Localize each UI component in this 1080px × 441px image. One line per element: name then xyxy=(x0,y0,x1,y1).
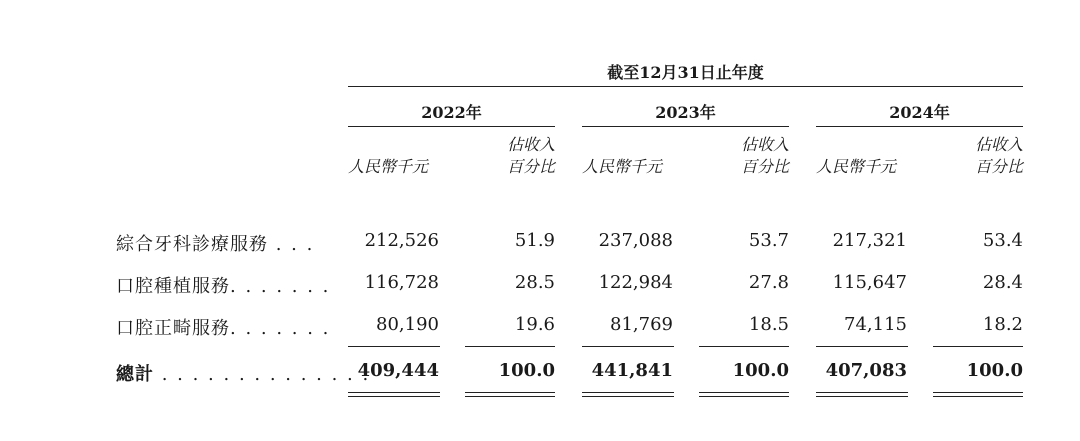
subtotal-line-2023-pct xyxy=(699,346,789,347)
row-label-total: 總計 . . . . . . . . . . . . . . xyxy=(116,364,371,385)
cell-implant-2023-pct: 27.8 xyxy=(748,272,789,293)
total-double-line-2023-amount-b xyxy=(582,396,674,397)
subtotal-line-2024-pct xyxy=(933,346,1023,347)
cell-general-2024-amount: 217,321 xyxy=(832,230,907,251)
cell-implant-2023-amount: 122,984 xyxy=(598,272,673,293)
total-double-line-2022-amount-a xyxy=(348,392,440,393)
period-underline xyxy=(348,86,1023,87)
subtotal-line-2024-amount xyxy=(816,346,908,347)
cell-ortho-2023-pct: 18.5 xyxy=(748,314,789,335)
total-double-line-2022-pct-a xyxy=(465,392,555,393)
cell-implant-2022-amount: 116,728 xyxy=(364,272,439,293)
total-double-line-2023-pct-b xyxy=(699,396,789,397)
cell-total-2024-amount: 407,083 xyxy=(825,360,907,381)
total-double-line-2024-pct-b xyxy=(933,396,1023,397)
year-2024-underline xyxy=(816,126,1023,127)
total-double-line-2023-pct-a xyxy=(699,392,789,393)
year-2023: 2023年 xyxy=(655,103,716,122)
cell-general-2024-pct: 53.4 xyxy=(982,230,1023,251)
cell-ortho-2023-amount: 81,769 xyxy=(610,314,673,335)
cell-ortho-2024-amount: 74,115 xyxy=(844,314,907,335)
year-2022: 2022年 xyxy=(421,103,482,122)
year-2024: 2024年 xyxy=(889,103,950,122)
subtotal-line-2023-amount xyxy=(582,346,674,347)
year-2023-underline xyxy=(582,126,789,127)
total-double-line-2022-amount-b xyxy=(348,396,440,397)
subtotal-line-2022-amount xyxy=(348,346,440,347)
cell-total-2023-amount: 441,841 xyxy=(591,360,673,381)
cell-total-2023-pct: 100.0 xyxy=(732,360,789,381)
total-double-line-2024-amount-a xyxy=(816,392,908,393)
row-label-implant: 口腔種植服務. . . . . . . xyxy=(116,276,331,297)
amount-header-2023: 人民幣千元 xyxy=(582,157,663,176)
cell-implant-2024-amount: 115,647 xyxy=(832,272,907,293)
cell-total-2022-pct: 100.0 xyxy=(498,360,555,381)
row-label-general-dental: 綜合牙科診療服務 . . . xyxy=(116,234,315,255)
cell-general-2023-amount: 237,088 xyxy=(598,230,673,251)
year-2022-underline xyxy=(348,126,555,127)
pct-header-2023: 佔收入 百分比 xyxy=(740,135,789,176)
cell-total-2024-pct: 100.0 xyxy=(966,360,1023,381)
total-double-line-2023-amount-a xyxy=(582,392,674,393)
total-double-line-2022-pct-b xyxy=(465,396,555,397)
row-label-orthodontic: 口腔正畸服務. . . . . . . xyxy=(116,318,331,339)
pct-header-2024: 佔收入 百分比 xyxy=(974,135,1023,176)
cell-general-2022-pct: 51.9 xyxy=(514,230,555,251)
amount-header-2024: 人民幣千元 xyxy=(816,157,897,176)
total-double-line-2024-pct-a xyxy=(933,392,1023,393)
cell-implant-2022-pct: 28.5 xyxy=(514,272,555,293)
cell-general-2022-amount: 212,526 xyxy=(364,230,439,251)
cell-general-2023-pct: 53.7 xyxy=(748,230,789,251)
subtotal-line-2022-pct xyxy=(465,346,555,347)
cell-ortho-2024-pct: 18.2 xyxy=(982,314,1023,335)
amount-header-2022: 人民幣千元 xyxy=(348,157,429,176)
period-title: 截至12月31日止年度 xyxy=(607,63,764,82)
cell-total-2022-amount: 409,444 xyxy=(357,360,439,381)
cell-ortho-2022-amount: 80,190 xyxy=(376,314,439,335)
total-double-line-2024-amount-b xyxy=(816,396,908,397)
cell-ortho-2022-pct: 19.6 xyxy=(514,314,555,335)
cell-implant-2024-pct: 28.4 xyxy=(982,272,1023,293)
pct-header-2022: 佔收入 百分比 xyxy=(506,135,555,176)
